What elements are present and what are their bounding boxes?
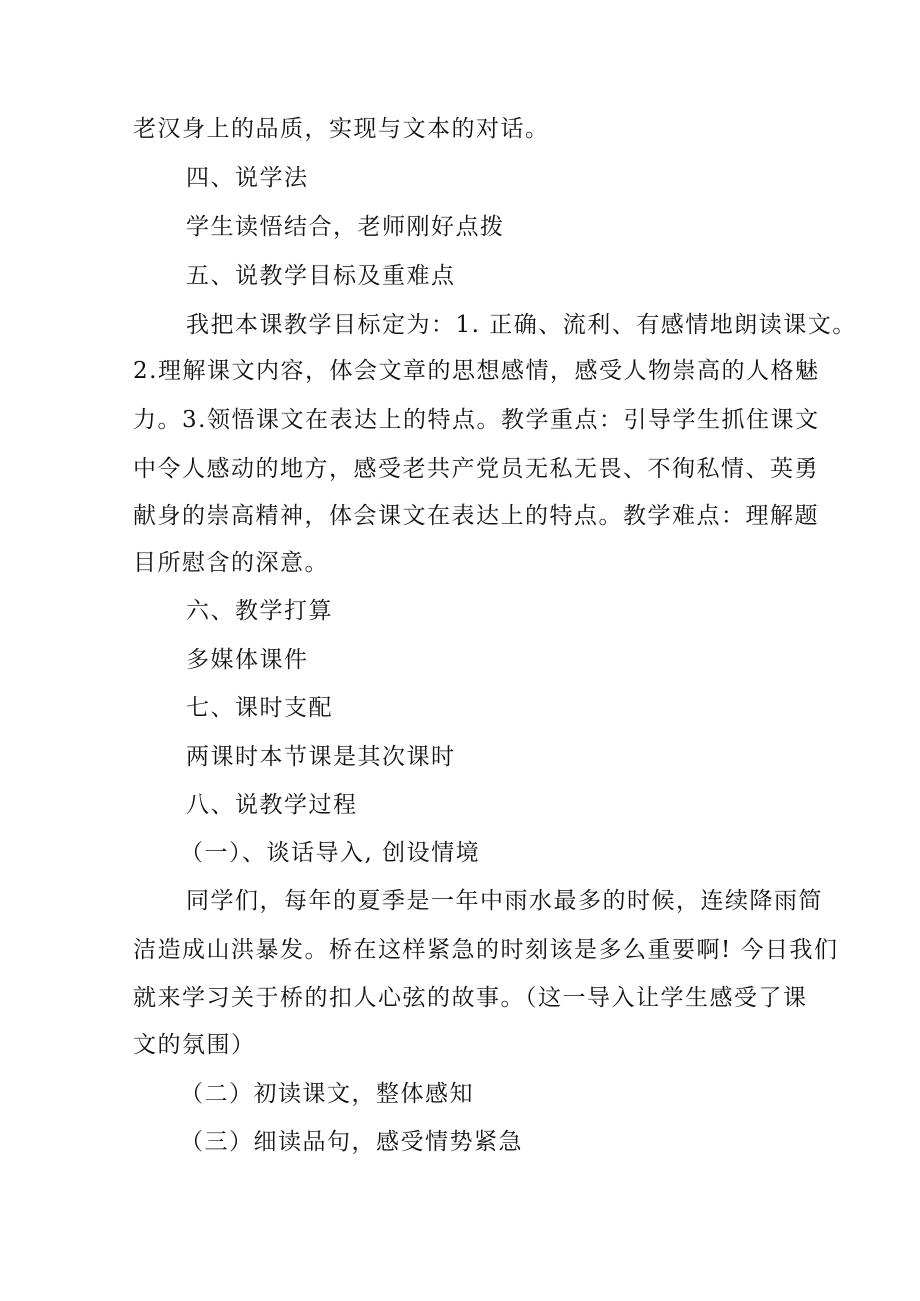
section-heading: 八、说教学过程 [186, 792, 358, 818]
paragraph-line: 两课时本节课是其次课时 [186, 744, 456, 770]
paragraph-line: 多媒体课件 [186, 647, 309, 673]
paragraph-line: 献身的崇高精神，体会课文在表达上的特点。教学难点：理解题 [133, 503, 819, 529]
paragraph-line: 文的氛围） [133, 1032, 256, 1058]
paragraph-line: 同学们，每年的夏季是一年中雨水最多的时候，连续降雨简 [186, 888, 823, 914]
paragraph-line: 中令人感动的地方，感受老共产党员无私无畏、不徇私情、英勇 [133, 456, 819, 482]
paragraph-line: 目所慰含的深意。 [133, 550, 329, 576]
paragraph-line: 2.理解课文内容，体会文章的思想感情，感受人物崇高的人格魅 [133, 358, 820, 384]
subsection-heading: （一）、谈话导入, 创设情境 [180, 840, 481, 866]
section-heading: 七、课时支配 [186, 695, 333, 721]
paragraph-line: 力。3.领悟课文在表达上的特点。教学重点：引导学生抓住课文 [133, 407, 820, 433]
paragraph-line: 我把本课教学目标定为：1. 正确、流利、有感情地朗读课文。 [186, 312, 857, 338]
subsection-heading: （三）细读品句，感受情势紧急 [180, 1129, 523, 1155]
paragraph-line: 就来学习关于桥的扣人心弦的故事。（这一导入让学生感受了课 [133, 985, 808, 1011]
section-heading: 五、说教学目标及重难点 [186, 263, 456, 289]
paragraph-line: 洁造成山洪暴发。桥在这样紧急的时刻该是多么重要啊! 今日我们 [133, 937, 839, 963]
subsection-heading: （二）初读课文，整体感知 [180, 1081, 474, 1107]
paragraph-line: 老汉身上的品质，实现与文本的对话。 [133, 116, 550, 142]
section-heading: 六、教学打算 [186, 598, 333, 624]
paragraph-line: 学生读悟结合，老师刚好点拨 [186, 214, 505, 240]
section-heading: 四、说学法 [186, 165, 309, 191]
